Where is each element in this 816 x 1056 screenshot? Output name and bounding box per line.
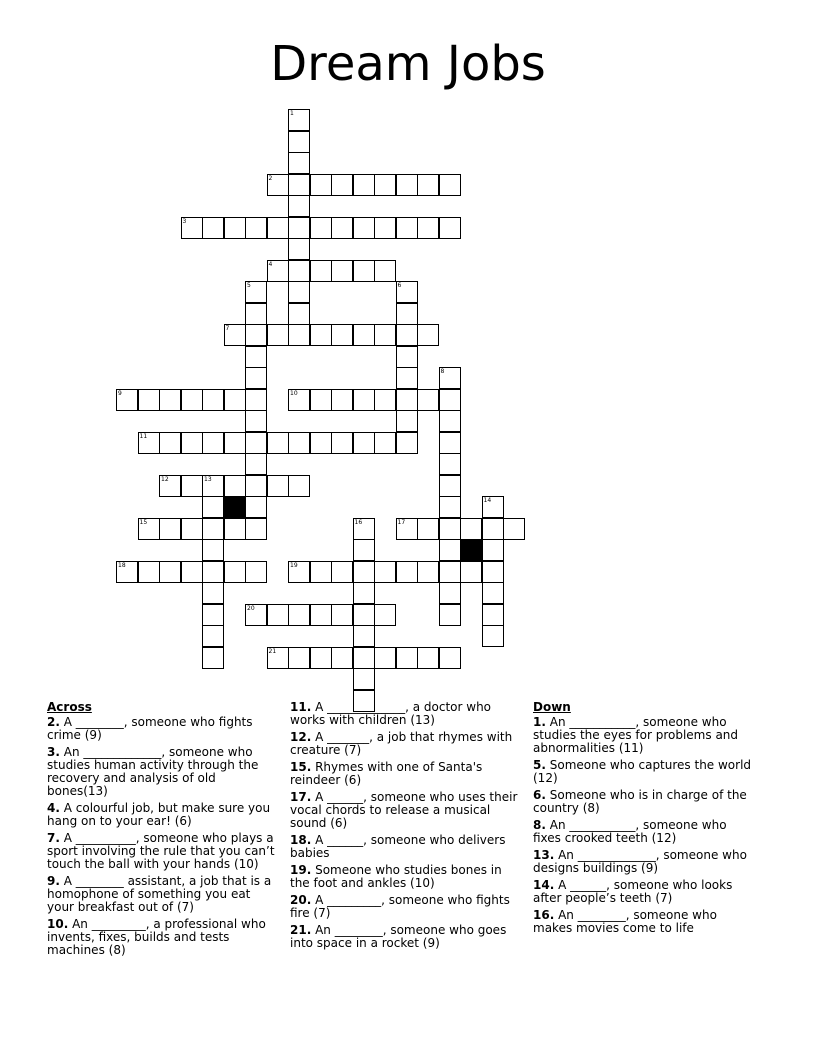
grid-cell[interactable]	[439, 518, 461, 540]
grid-cell[interactable]	[331, 432, 353, 454]
clue-number: 19.	[290, 863, 312, 877]
clue-text: A __________, someone who plays a sport involving the rule that you can’t touch the ball with your hands (10)	[47, 831, 275, 871]
clue-text: Someone who captures the world (12)	[533, 758, 752, 785]
clue-number: 12.	[290, 730, 312, 744]
clue	[290, 791, 525, 830]
grid-cell[interactable]	[224, 217, 246, 239]
grid-cell[interactable]	[439, 561, 461, 583]
grid-cell[interactable]	[202, 582, 224, 604]
clue-number-label: 19	[290, 561, 298, 569]
clues-column-3	[533, 701, 758, 939]
grid-cell[interactable]	[288, 324, 310, 346]
grid-cell[interactable]	[417, 324, 439, 346]
clue	[533, 759, 758, 785]
grid-cell[interactable]	[159, 518, 181, 540]
grid-cell[interactable]	[460, 561, 482, 583]
clue-number: 10.	[47, 917, 69, 931]
grid-cell[interactable]	[353, 647, 375, 669]
grid-cell[interactable]	[353, 625, 375, 647]
grid-cell[interactable]	[288, 303, 310, 325]
grid-cell[interactable]	[202, 432, 224, 454]
grid-cell[interactable]	[310, 604, 332, 626]
grid-cell[interactable]	[396, 346, 418, 368]
clue-number: 4.	[47, 801, 60, 815]
clue-number: 11.	[290, 700, 312, 714]
clue	[290, 701, 525, 727]
grid-cell[interactable]	[181, 518, 203, 540]
grid-cell[interactable]	[245, 346, 267, 368]
clue-number: 13.	[533, 848, 555, 862]
clue-number: 16.	[533, 908, 555, 922]
clue	[47, 875, 277, 914]
grid-cell[interactable]	[396, 174, 418, 196]
grid-cell[interactable]	[245, 410, 267, 432]
clue-number-label: 1	[290, 110, 294, 117]
grid-cell[interactable]	[181, 475, 203, 497]
grid-cell[interactable]	[374, 324, 396, 346]
grid-cell[interactable]	[331, 260, 353, 282]
clue-number: 17.	[290, 790, 312, 804]
grid-cell[interactable]	[288, 217, 310, 239]
grid-cell[interactable]	[181, 389, 203, 411]
grid-cell[interactable]	[353, 389, 375, 411]
grid-cell[interactable]	[353, 217, 375, 239]
clue-text: An ________, someone who makes movies come to life	[533, 908, 717, 935]
grid-cell[interactable]	[331, 647, 353, 669]
grid-cell[interactable]	[288, 195, 310, 217]
grid-cell[interactable]	[288, 432, 310, 454]
clue-number: 14.	[533, 878, 555, 892]
clue-number-label: 2	[268, 174, 273, 182]
grid-cell[interactable]	[503, 518, 525, 540]
grid-cell[interactable]	[288, 281, 310, 303]
clue-number: 6.	[533, 788, 546, 802]
grid-cell[interactable]	[417, 217, 439, 239]
grid-cell[interactable]	[353, 604, 375, 626]
grid-cell[interactable]	[245, 367, 267, 389]
clue-number-label: 7	[225, 325, 230, 332]
clue	[533, 849, 758, 875]
clue-text: A ______, someone who delivers babies	[290, 833, 506, 860]
grid-cell[interactable]	[267, 604, 289, 626]
clue-number-label: 17	[397, 518, 406, 526]
black-square	[224, 496, 246, 518]
grid-cell[interactable]	[417, 518, 439, 540]
grid-cell[interactable]	[353, 668, 375, 690]
clue-number: 5.	[533, 758, 546, 772]
grid-cell[interactable]	[202, 647, 224, 669]
clue	[290, 924, 525, 950]
grid-cell[interactable]	[396, 561, 418, 583]
clue	[533, 909, 758, 935]
grid-cell[interactable]	[288, 174, 310, 196]
grid-cell[interactable]	[138, 561, 160, 583]
grid-cell[interactable]	[181, 432, 203, 454]
clue-number-label: 11	[139, 432, 148, 440]
clue-text: An ___________, someone who studies the eyes for problems and abnormalities (11)	[533, 715, 739, 755]
clue-text: A ______, someone who uses their vocal chords to release a musical sound (6)	[290, 790, 518, 830]
grid-cell[interactable]	[288, 604, 310, 626]
clue-number: 9.	[47, 874, 60, 888]
grid-cell[interactable]	[202, 625, 224, 647]
grid-cell[interactable]	[374, 561, 396, 583]
clue-number: 20.	[290, 893, 312, 907]
clue-number-label: 14	[483, 497, 492, 504]
grid-cell[interactable]	[202, 496, 224, 518]
puzzle-title: Dream Jobs	[270, 36, 546, 92]
grid-cell[interactable]	[245, 432, 267, 454]
grid-cell[interactable]	[310, 217, 332, 239]
grid-cell[interactable]	[245, 303, 267, 325]
clue-number-label: 20	[247, 604, 255, 612]
grid-cell[interactable]	[417, 561, 439, 583]
clue-text: An _____________, someone who studies human activity through the recovery and analysis of old bones(13)	[47, 745, 259, 798]
grid-cell[interactable]	[482, 539, 504, 561]
grid-cell[interactable]	[353, 582, 375, 604]
clue	[47, 746, 277, 798]
clue-text: A ______, someone who looks after people’s teeth (7)	[533, 878, 733, 905]
grid-cell[interactable]	[138, 389, 160, 411]
grid-cell[interactable]	[396, 324, 418, 346]
grid-cell[interactable]	[224, 389, 246, 411]
grid-cell[interactable]	[202, 539, 224, 561]
grid-cell[interactable]	[374, 260, 396, 282]
grid-cell[interactable]	[374, 389, 396, 411]
grid-cell[interactable]	[417, 389, 439, 411]
clue	[47, 918, 277, 957]
clue	[290, 834, 525, 860]
grid-cell[interactable]	[245, 475, 267, 497]
clue-number-label: 6	[397, 282, 402, 289]
grid-cell[interactable]	[159, 561, 181, 583]
clue-text: Rhymes with one of Santa's reindeer (6)	[290, 760, 483, 787]
clue	[47, 716, 277, 742]
grid-cell[interactable]	[331, 217, 353, 239]
clue-number: 1.	[533, 715, 546, 729]
grid-cell[interactable]	[224, 561, 246, 583]
clue	[47, 832, 277, 871]
grid-cell[interactable]	[202, 217, 224, 239]
grid-cell[interactable]	[353, 561, 375, 583]
grid-cell[interactable]	[353, 174, 375, 196]
grid-cell[interactable]	[267, 475, 289, 497]
clue-number-label: 8	[440, 368, 445, 375]
grid-cell[interactable]	[482, 518, 504, 540]
grid-cell[interactable]	[460, 518, 482, 540]
grid-cell[interactable]	[202, 561, 224, 583]
grid-cell[interactable]	[310, 260, 332, 282]
clue-number: 21.	[290, 923, 312, 937]
grid-cell[interactable]	[331, 389, 353, 411]
clue-text: Someone who studies bones in the foot and ankles (10)	[290, 863, 502, 890]
clue	[533, 716, 758, 755]
clue-text: An _________, a professional who invents, fixes, builds and tests machines (8)	[47, 917, 266, 957]
grid-cell[interactable]	[396, 647, 418, 669]
clue-number: 8.	[533, 818, 546, 832]
clue-number-label: 21	[268, 647, 277, 655]
grid-cell[interactable]	[159, 389, 181, 411]
clue-number-label: 3	[182, 217, 187, 225]
clue-number-label: 15	[139, 518, 148, 526]
grid-cell[interactable]	[310, 561, 332, 583]
clue-text: A ________, someone who fights crime (9)	[47, 715, 253, 742]
grid-cell[interactable]	[288, 475, 310, 497]
grid-cell[interactable]	[267, 432, 289, 454]
grid-cell[interactable]	[224, 432, 246, 454]
grid-cell[interactable]	[439, 389, 461, 411]
clue-number-label: 13	[204, 475, 212, 483]
grid-cell[interactable]	[439, 647, 461, 669]
grid-cell[interactable]	[417, 174, 439, 196]
down-heading: Down	[533, 700, 571, 714]
grid-cell[interactable]	[245, 453, 267, 475]
clue-number-label: 5	[247, 282, 251, 289]
grid-cell[interactable]	[288, 131, 310, 153]
grid-cell[interactable]	[331, 561, 353, 583]
grid-cell[interactable]	[417, 647, 439, 669]
clue-text: Someone who is in charge of the country (8)	[533, 788, 747, 815]
grid-cell[interactable]	[396, 410, 418, 432]
across-heading: Across	[47, 700, 92, 714]
clue-number: 2.	[47, 715, 60, 729]
grid-cell[interactable]	[439, 496, 461, 518]
grid-cell[interactable]	[245, 518, 267, 540]
black-square	[460, 539, 482, 561]
grid-cell[interactable]	[353, 324, 375, 346]
grid-cell[interactable]	[396, 367, 418, 389]
grid-cell[interactable]	[396, 303, 418, 325]
grid-cell[interactable]	[224, 518, 246, 540]
clue	[290, 731, 525, 757]
grid-cell[interactable]	[439, 432, 461, 454]
clue-text: An ___________, someone who fixes crooked teeth (12)	[533, 818, 727, 845]
grid-cell[interactable]	[310, 389, 332, 411]
grid-cell[interactable]	[396, 432, 418, 454]
grid-cell[interactable]	[374, 217, 396, 239]
grid-cell[interactable]	[245, 496, 267, 518]
grid-cell[interactable]	[310, 174, 332, 196]
clue	[47, 802, 277, 828]
grid-cell[interactable]	[288, 238, 310, 260]
grid-cell[interactable]	[159, 432, 181, 454]
grid-cell[interactable]	[310, 647, 332, 669]
grid-cell[interactable]	[482, 561, 504, 583]
grid-cell[interactable]	[245, 324, 267, 346]
grid-cell[interactable]	[353, 260, 375, 282]
clue-number: 3.	[47, 745, 60, 759]
grid-cell[interactable]	[331, 174, 353, 196]
clues-column-2	[290, 701, 525, 954]
grid-cell[interactable]	[310, 432, 332, 454]
clue-text: A _________, someone who fights fire (7)	[290, 893, 510, 920]
clue-number: 18.	[290, 833, 312, 847]
clue	[290, 761, 525, 787]
grid-cell[interactable]	[245, 389, 267, 411]
grid-cell[interactable]	[482, 582, 504, 604]
clue-number-label: 9	[118, 389, 122, 397]
clue-number-label: 10	[290, 389, 298, 397]
grid-cell[interactable]	[331, 324, 353, 346]
clue	[533, 789, 758, 815]
clue	[290, 894, 525, 920]
grid-cell[interactable]	[245, 217, 267, 239]
clue-number-label: 4	[268, 260, 273, 268]
clue-number: 7.	[47, 831, 60, 845]
clues-column-1	[47, 701, 277, 961]
clue-text: An _____________, someone who designs buildings (9)	[533, 848, 747, 875]
grid-cell[interactable]	[439, 217, 461, 239]
grid-cell[interactable]	[331, 604, 353, 626]
grid-cell[interactable]	[288, 152, 310, 174]
grid-cell[interactable]	[374, 432, 396, 454]
grid-cell[interactable]	[439, 582, 461, 604]
clue	[533, 879, 758, 905]
grid-cell[interactable]	[202, 518, 224, 540]
grid-cell[interactable]	[396, 389, 418, 411]
grid-cell[interactable]	[181, 561, 203, 583]
clue	[533, 819, 758, 845]
grid-cell[interactable]	[439, 410, 461, 432]
grid-cell[interactable]	[439, 604, 461, 626]
grid-cell[interactable]	[267, 324, 289, 346]
clue	[290, 864, 525, 890]
grid-cell[interactable]	[374, 604, 396, 626]
grid-cell[interactable]	[374, 647, 396, 669]
grid-cell[interactable]	[202, 604, 224, 626]
grid-cell[interactable]	[439, 174, 461, 196]
grid-cell[interactable]	[310, 324, 332, 346]
grid-cell[interactable]	[439, 475, 461, 497]
grid-cell[interactable]	[353, 539, 375, 561]
grid-cell[interactable]	[224, 475, 246, 497]
clue-text: An ________, someone who goes into space in a rocket (9)	[290, 923, 507, 950]
grid-cell[interactable]	[288, 647, 310, 669]
clue-text: A _______, a job that rhymes with creature (7)	[290, 730, 513, 757]
clue-text: A ________ assistant, a job that is a homophone of something you eat your breakfast out of (7)	[47, 874, 272, 914]
grid-cell[interactable]	[245, 561, 267, 583]
grid-cell[interactable]	[374, 174, 396, 196]
clue-number-label: 18	[118, 561, 126, 569]
grid-cell[interactable]	[482, 604, 504, 626]
clue-number-label: 16	[354, 518, 363, 526]
grid-cell[interactable]	[353, 432, 375, 454]
grid-cell[interactable]	[439, 453, 461, 475]
clue-number-label: 12	[161, 475, 169, 483]
grid-cell[interactable]	[202, 389, 224, 411]
grid-cell[interactable]	[267, 217, 289, 239]
grid-cell[interactable]	[439, 539, 461, 561]
clue-text: A _____________, a doctor who works with children (13)	[290, 700, 492, 727]
clue-number: 15.	[290, 760, 312, 774]
grid-cell[interactable]	[396, 217, 418, 239]
grid-cell[interactable]	[288, 260, 310, 282]
clue-text: A colourful job, but make sure you hang on to your ear! (6)	[47, 801, 271, 828]
grid-cell[interactable]	[482, 625, 504, 647]
